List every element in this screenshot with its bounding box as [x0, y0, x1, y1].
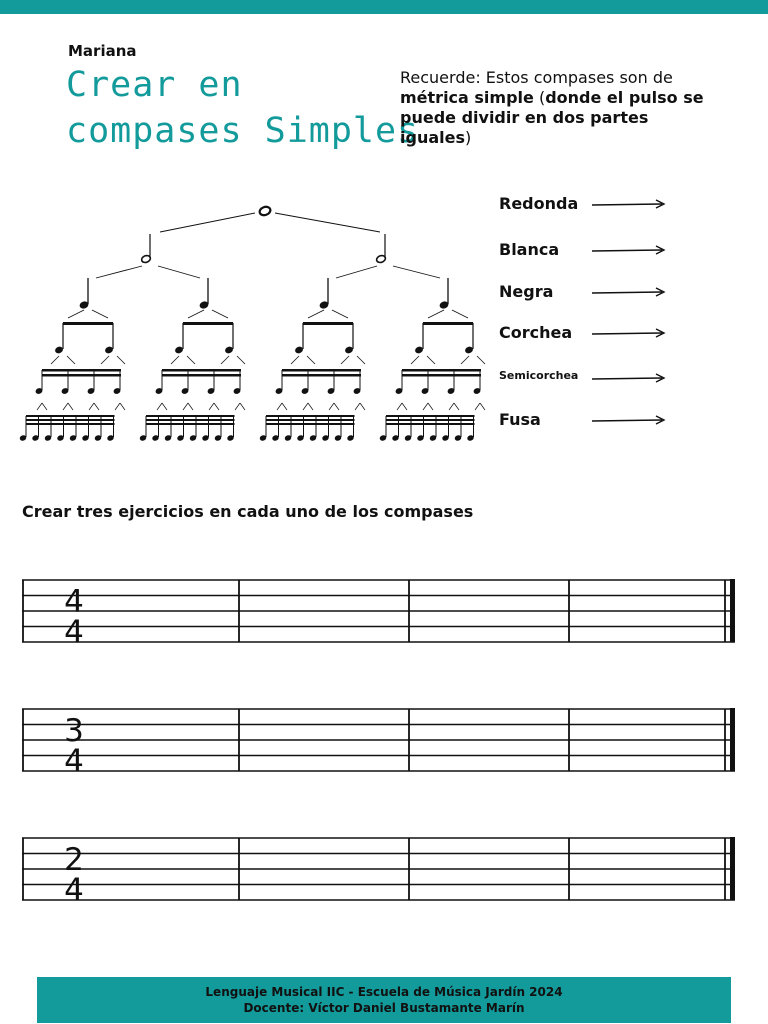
reminder-prefix: Recuerde: Estos compases son de	[400, 68, 673, 87]
branch-line	[221, 356, 229, 364]
time-signature-bottom: 4	[64, 872, 84, 906]
branch-line	[183, 403, 188, 410]
arrow-shaft	[592, 250, 662, 251]
arrow-shaft	[592, 378, 662, 379]
eighth-note	[104, 346, 114, 355]
time-signature-top: 3	[64, 713, 84, 749]
branch-line	[282, 403, 287, 410]
branch-line	[411, 356, 419, 364]
branch-line	[67, 356, 75, 364]
branch-line	[477, 356, 485, 364]
branch-line	[308, 310, 324, 318]
arrow-shaft	[592, 420, 662, 421]
branch-line	[160, 213, 255, 232]
fusa-beam-2	[386, 419, 475, 421]
final-barline	[730, 579, 735, 643]
branch-line	[162, 403, 167, 410]
arrow-right-icon	[590, 373, 666, 385]
arrow-shaft	[592, 204, 662, 205]
branch-line	[120, 403, 125, 410]
branch-line	[452, 310, 468, 318]
fusa-beam-1	[266, 415, 355, 417]
fusa-beam-2	[26, 419, 115, 421]
branch-line	[360, 403, 365, 410]
branch-line	[277, 403, 282, 410]
note-value-tree	[0, 180, 500, 455]
footer-banner	[37, 977, 731, 1023]
top-accent-bar	[0, 0, 768, 14]
staff-1[interactable]	[22, 578, 742, 648]
reminder-paren-open: (	[533, 88, 546, 107]
legend-label-5: Semicorchea	[499, 369, 579, 382]
branch-line	[402, 403, 407, 410]
branch-line	[308, 403, 313, 410]
branch-line	[428, 403, 433, 410]
branch-line	[336, 266, 377, 278]
reminder-explanation: donde el pulso se puede dividir en dos partes iguales	[400, 88, 704, 147]
branch-line	[212, 310, 228, 318]
fusa-beam-2	[266, 419, 355, 421]
eighth-note	[174, 346, 184, 355]
sixteenth-beam-1	[402, 369, 481, 372]
eighth-beam	[183, 322, 233, 325]
branch-line	[397, 403, 402, 410]
branch-line	[275, 213, 380, 232]
branch-line	[188, 403, 193, 410]
branch-line	[42, 403, 47, 410]
branch-line	[461, 356, 469, 364]
branch-line	[357, 356, 365, 364]
legend-label-4: Corchea	[499, 323, 573, 342]
arrow-right-icon	[590, 415, 666, 427]
fusa-beam-1	[386, 415, 475, 417]
fusa-beam-3	[26, 423, 115, 425]
branch-line	[393, 266, 440, 278]
branch-line	[94, 403, 99, 410]
fusa-beam-3	[266, 423, 355, 425]
branch-line	[423, 403, 428, 410]
branch-line	[37, 403, 42, 410]
time-signature-top: 4	[64, 584, 84, 620]
legend-label-2: Blanca	[499, 240, 560, 259]
eighth-beam	[63, 322, 113, 325]
branch-line	[235, 403, 240, 410]
branch-line	[51, 356, 59, 364]
sixteenth-beam-1	[282, 369, 361, 372]
whole-note	[258, 205, 271, 216]
branch-line	[237, 356, 245, 364]
branch-line	[454, 403, 459, 410]
legend-label-1: Redonda	[499, 194, 579, 213]
eighth-note	[344, 346, 354, 355]
arrow-right-icon	[590, 328, 666, 340]
branch-line	[92, 310, 108, 318]
arrow-right-icon	[590, 245, 666, 257]
fusa-beam-3	[146, 423, 235, 425]
time-signature-bottom: 4	[64, 614, 84, 648]
branch-line	[96, 266, 142, 278]
branch-line	[63, 403, 68, 410]
legend-label-6: Fusa	[499, 410, 541, 429]
instruction-text: Crear tres ejercicios en cada uno de los compases	[22, 502, 474, 521]
student-name: Mariana	[68, 42, 137, 60]
sixteenth-beam-2	[282, 374, 361, 377]
branch-line	[214, 403, 219, 410]
footer-teacher: Docente: Víctor Daniel Bustamante Marín	[243, 1001, 525, 1015]
branch-line	[303, 403, 308, 410]
arrow-right-icon	[590, 199, 666, 211]
footer-course: Lenguaje Musical IIC - Escuela de Música Jardín 2024	[205, 985, 563, 999]
eighth-note	[414, 346, 424, 355]
fusa-beam-1	[26, 415, 115, 417]
final-barline	[730, 708, 735, 772]
branch-line	[341, 356, 349, 364]
eighth-beam	[303, 322, 353, 325]
sixteenth-beam-1	[162, 369, 241, 372]
fusa-beam-2	[146, 419, 235, 421]
reminder-term: métrica simple	[400, 88, 534, 107]
eighth-note	[294, 346, 304, 355]
branch-line	[332, 310, 348, 318]
branch-line	[240, 403, 245, 410]
sixteenth-beam-2	[162, 374, 241, 377]
page-title	[66, 62, 419, 154]
arrow-right-icon	[590, 287, 666, 299]
fusa-beam-3	[386, 423, 475, 425]
staff-3[interactable]	[22, 836, 742, 906]
arrow-shaft	[592, 292, 662, 293]
branch-line	[101, 356, 109, 364]
reminder-paren-close: )	[464, 128, 472, 147]
staff-2[interactable]	[22, 707, 742, 777]
branch-line	[449, 403, 454, 410]
branch-line	[68, 310, 84, 318]
arrow-shaft	[592, 333, 662, 334]
branch-line	[171, 356, 179, 364]
branch-line	[209, 403, 214, 410]
branch-line	[158, 266, 200, 278]
eighth-beam	[423, 322, 473, 325]
branch-line	[157, 403, 162, 410]
branch-line	[480, 403, 485, 410]
fusa-beam-1	[146, 415, 235, 417]
branch-line	[115, 403, 120, 410]
branch-line	[329, 403, 334, 410]
legend-label-3: Negra	[499, 282, 554, 301]
branch-line	[187, 356, 195, 364]
eighth-note	[224, 346, 234, 355]
time-signature-top: 2	[64, 842, 84, 878]
branch-line	[188, 310, 204, 318]
eighth-note	[54, 346, 64, 355]
sixteenth-beam-2	[42, 374, 121, 377]
time-signature-bottom: 4	[64, 743, 84, 777]
branch-line	[428, 310, 444, 318]
sixteenth-beam-1	[42, 369, 121, 372]
branch-line	[291, 356, 299, 364]
branch-line	[68, 403, 73, 410]
branch-line	[117, 356, 125, 364]
final-barline	[730, 837, 735, 901]
branch-line	[334, 403, 339, 410]
sixteenth-beam-2	[402, 374, 481, 377]
title-line-2: compases Simples	[66, 111, 420, 151]
title-line-1: Crear en	[66, 65, 243, 105]
eighth-note	[464, 346, 474, 355]
branch-line	[427, 356, 435, 364]
branch-line	[355, 403, 360, 410]
branch-line	[475, 403, 480, 410]
reminder-note	[400, 68, 720, 148]
branch-line	[89, 403, 94, 410]
branch-line	[307, 356, 315, 364]
